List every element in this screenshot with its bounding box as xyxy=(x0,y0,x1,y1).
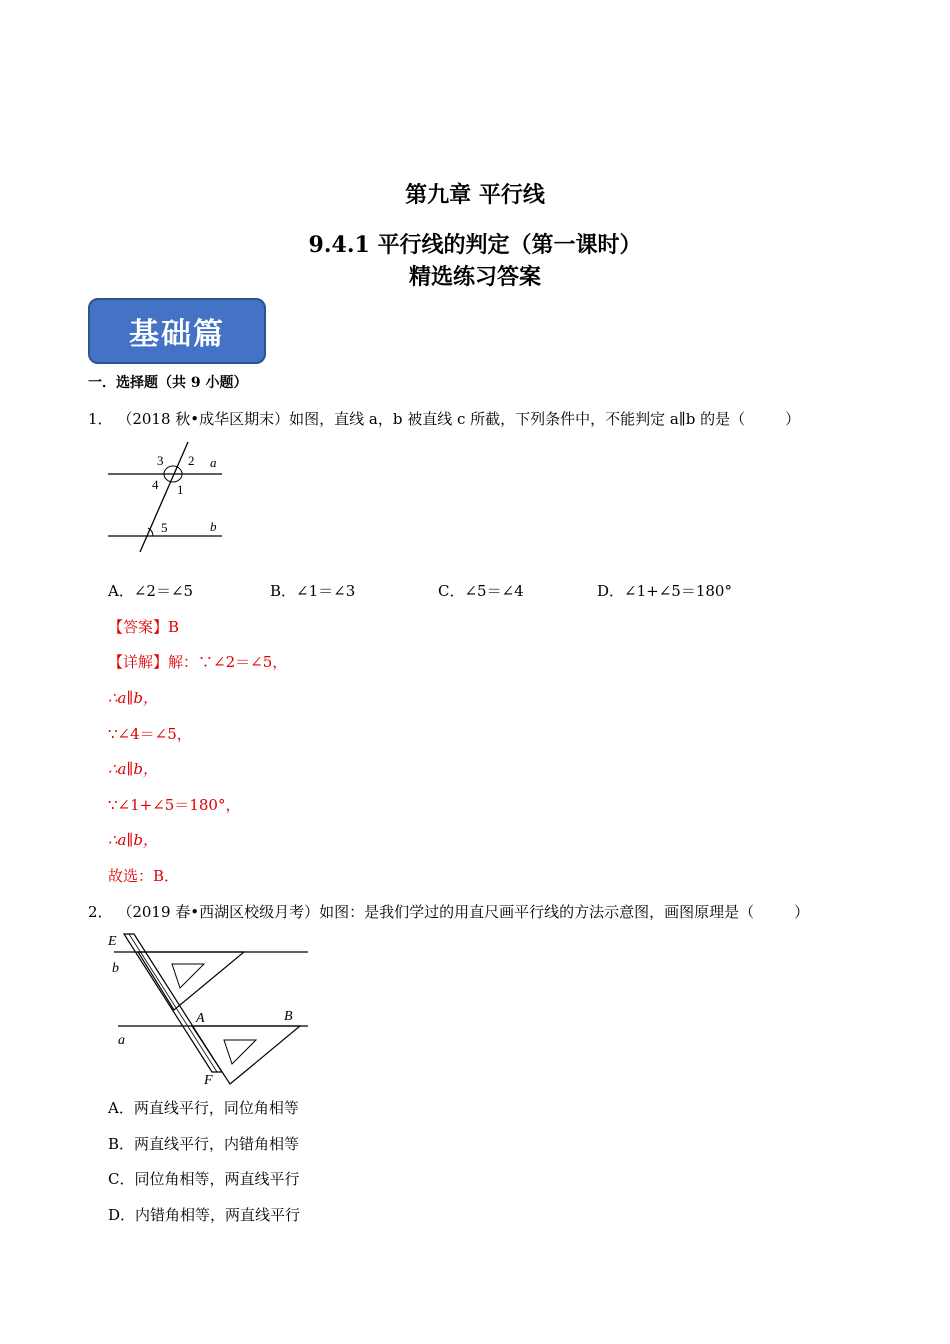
question-1: 1． （2018 秋•成华区期末）如图，直线 a，b 被直线 c 所截，下列条件中，不能判定 a∥b 的是（ ） xyxy=(88,410,801,428)
ruler-inner-edge xyxy=(129,934,217,1072)
question-text: （2018 秋•成华区期末）如图，直线 a，b 被直线 c 所截，下列条件中，不能判定 a∥b 的是（ xyxy=(117,410,746,428)
q2-option-a: A．两直线平行，同位角相等 xyxy=(108,1099,299,1117)
question-number: 1． xyxy=(88,410,113,428)
q1-detail-line: ∴a∥b， xyxy=(108,689,159,707)
q1-detail-line: ∵∠1+∠5＝180°， xyxy=(108,796,241,814)
chapter-title: 第九章 平行线 xyxy=(405,182,545,208)
label-5: 5 xyxy=(161,520,168,535)
q1-detail-line: ∴a∥b， xyxy=(108,831,159,849)
question-2: 2． （2019 春•西湖区校级月考）如图：是我们学过的用直尺画平行线的方法示意图，画图原理是（ ） xyxy=(88,903,810,921)
label-b-point: B xyxy=(284,1009,293,1024)
set-square-upper-hole xyxy=(172,964,204,988)
q1-answer: 【答案】B xyxy=(108,618,180,636)
label-2: 2 xyxy=(188,453,195,468)
q1-detail-line xyxy=(108,651,287,672)
label-a-point: A xyxy=(196,1011,205,1026)
label-b: b xyxy=(210,519,217,534)
section-heading: 一．选择题（共 9 小题） xyxy=(88,375,248,391)
q1-option-a: A．∠2＝∠5 xyxy=(108,582,194,600)
detail-tag: 【详解】 xyxy=(108,653,169,671)
q2-option-b: B．两直线平行，内错角相等 xyxy=(108,1135,300,1153)
q1-detail-line: ∴a∥b， xyxy=(108,760,159,778)
set-square-lower-hole xyxy=(224,1040,256,1064)
detail-text: 解：∵∠2＝∠5， xyxy=(168,653,288,671)
q1-option-c: C．∠5＝∠4 xyxy=(438,582,524,600)
label-4: 4 xyxy=(152,477,159,492)
q1-option-d: D．∠1+∠5＝180° xyxy=(597,582,732,600)
section-badge: 基础篇 xyxy=(88,298,266,364)
label-a: a xyxy=(118,1033,125,1048)
subtitle: 精选练习答案 xyxy=(408,264,541,290)
q1-detail-line: ∵∠4＝∠5， xyxy=(108,725,192,743)
label-f: F xyxy=(204,1073,213,1086)
q2-option-c: C．同位角相等，两直线平行 xyxy=(108,1170,300,1188)
question-number: 2． xyxy=(88,903,113,921)
label-1: 1 xyxy=(177,482,184,497)
lesson-title: 9.4.1 平行线的判定（第一课时） xyxy=(308,232,642,258)
q1-option-b: B．∠1＝∠3 xyxy=(270,582,356,600)
figure-1 xyxy=(100,440,230,555)
q1-detail-line: 故选：B． xyxy=(108,867,180,885)
question-text: （2019 春•西湖区校级月考）如图：是我们学过的用直尺画平行线的方法示意图，画图原理是（ xyxy=(117,903,755,921)
q2-option-d: D．内错角相等，两直线平行 xyxy=(108,1206,301,1224)
figure-2 xyxy=(104,928,310,1086)
label-e: E xyxy=(108,934,117,949)
label-3: 3 xyxy=(157,453,164,468)
label-a: a xyxy=(210,455,217,470)
label-b: b xyxy=(112,961,119,976)
